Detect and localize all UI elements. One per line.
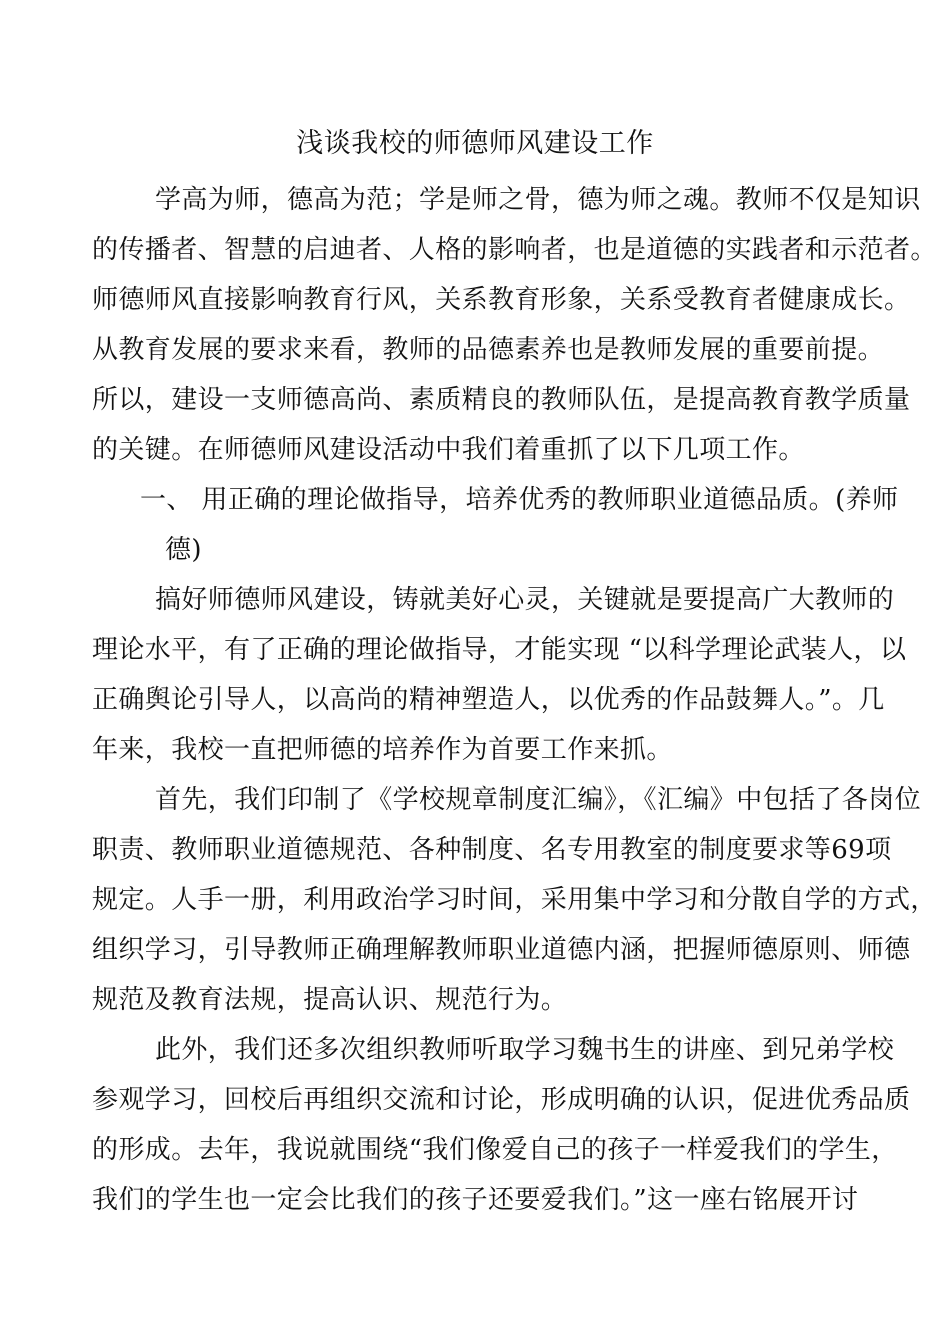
text-line-17: 规范及教育法规，提高认识、规范行为。 xyxy=(92,985,568,1015)
text-line-20: 的形成。去年，我说就围绕“我们像爱自己的孩子一样爱我们的学生， xyxy=(92,1135,898,1165)
text-line-4: 从教育发展的要求来看，教师的品德素养也是教师发展的重要前提。 xyxy=(92,335,885,365)
text-line-5: 所以，建设一支师德高尚、素质精良的教师队伍，是提高教育教学质量 xyxy=(92,385,911,415)
text-line-6: 的关键。在师德师风建设活动中我们着重抓了以下几项工作。 xyxy=(92,435,805,465)
text-line-21: 我们的学生也一定会比我们的孩子还要爱我们。”这一座右铭展开讨 xyxy=(92,1185,859,1215)
text-line-19: 参观学习，回校后再组织交流和讨论，形成明确的认识，促进优秀品质 xyxy=(92,1085,911,1115)
text-line-18: 此外，我们还多次组织教师听取学习魏书生的讲座、到兄弟学校 xyxy=(155,1035,895,1065)
section-heading-1: 一、 用正确的理论做指导，培养优秀的教师职业道德品质。(养师 xyxy=(140,485,899,515)
text-line-15: 规定。人手一册，利用政治学习时间，采用集中学习和分散自学的方式， xyxy=(92,885,937,915)
text-line-11: 正确舆论引导人，以高尚的精神塑造人，以优秀的作品鼓舞人。”。几 xyxy=(92,685,885,715)
document-title: 浅谈我校的师德师风建设工作 xyxy=(296,128,654,159)
text-line-14: 职责、教师职业道德规范、各种制度、名专用教室的制度要求等69项 xyxy=(92,835,892,865)
text-line-2: 的传播者、智慧的启迪者、人格的影响者，也是道德的实践者和示范者。 xyxy=(92,235,937,265)
text-line-9: 搞好师德师风建设，铸就美好心灵，关键就是要提高广大教师的 xyxy=(155,585,895,615)
text-line-1: 学高为师，德高为范；学是师之骨，德为师之魂。教师不仅是知识 xyxy=(155,185,921,215)
section-heading-1-cont: 德) xyxy=(165,535,202,565)
text-line-3: 师德师风直接影响教育行风，关系教育形象，关系受教育者健康成长。 xyxy=(92,285,911,315)
text-line-16: 组织学习，引导教师正确理解教师职业道德内涵，把握师德原则、师德 xyxy=(92,935,911,965)
text-line-10: 理论水平，有了正确的理论做指导，才能实现 “以科学理论武装人，以 xyxy=(92,635,907,665)
text-line-12: 年来，我校一直把师德的培养作为首要工作来抓。 xyxy=(92,735,673,765)
text-line-13: 首先，我们印制了《学校规章制度汇编》，《汇编》中包括了各岗位 xyxy=(155,785,922,815)
